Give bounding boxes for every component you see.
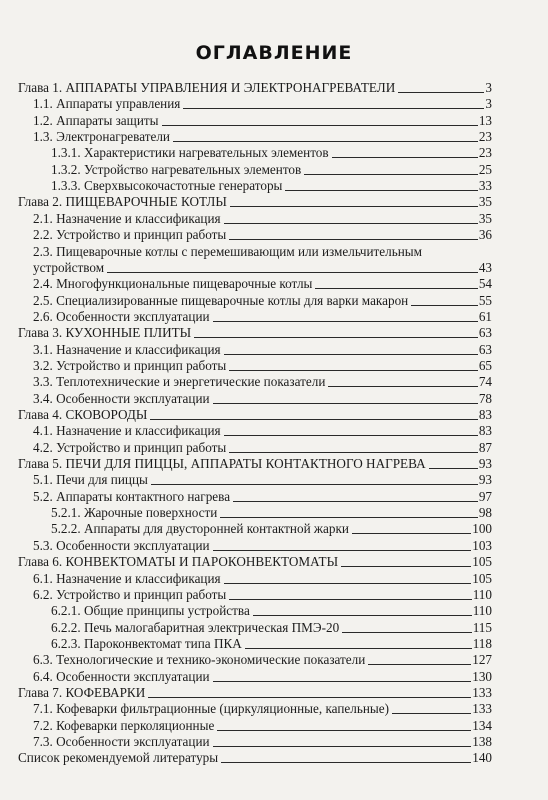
toc-page-number: 127: [472, 652, 492, 668]
toc-leader: [213, 681, 472, 682]
toc-section: [33, 587, 492, 603]
toc-section: [33, 211, 492, 227]
toc-title: 6.4. Особенности эксплуатации: [33, 668, 210, 684]
toc-page-number: 93: [478, 456, 492, 472]
toc-leader: [332, 157, 478, 158]
toc-title: 2.4. Многофункциональные пищеварочные котлы: [33, 276, 313, 292]
toc-section: [33, 571, 492, 587]
toc-subsection: [51, 620, 492, 636]
toc-leader: [224, 223, 478, 224]
toc-page-number: 63: [478, 341, 492, 357]
toc-section: [33, 129, 492, 145]
toc-page-number: 23: [478, 129, 492, 145]
toc-chapter: [18, 554, 492, 570]
toc-chapter: [18, 407, 492, 423]
toc-page-number: 87: [478, 439, 492, 455]
toc-title: 5.2. Аппараты контактного нагрева: [33, 488, 231, 504]
toc-section: [33, 652, 492, 668]
toc-title: 6.2.2. Печь малогабаритная электрическая ПМЭ-20: [51, 619, 340, 635]
toc-section: [33, 358, 492, 374]
toc-title: Глава 6. КОНВЕКТОМАТЫ И ПАРОКОНВЕКТОМАТЫ: [18, 554, 339, 570]
toc-leader: [224, 435, 478, 436]
toc-page-number: 138: [472, 734, 492, 749]
toc-page-number: 130: [472, 668, 492, 684]
toc-section: [33, 309, 492, 325]
toc-subsection: [51, 178, 492, 194]
toc-title: 1.3.2. Устройство нагревательных элементов: [51, 161, 302, 177]
toc-page-number: 61: [478, 308, 492, 324]
toc-leader: [224, 583, 472, 584]
toc-subsection: [51, 505, 492, 521]
toc-leader: [315, 288, 477, 289]
toc-leader: [224, 354, 478, 355]
toc-chapter: [18, 750, 492, 766]
toc-chapter: [18, 456, 492, 472]
toc-title: 1.3.1. Характеристики нагревательных элементов: [51, 145, 329, 161]
toc-title: 2.6. Особенности эксплуатации: [33, 308, 210, 324]
toc-section: [33, 669, 492, 685]
toc-section: [33, 718, 492, 734]
toc-title-continued: устройством: [33, 259, 105, 275]
toc-title: 7.3. Особенности эксплуатации: [33, 734, 210, 749]
toc-title: 3.3. Теплотехнические и энергетические показатели: [33, 374, 326, 390]
toc-section: [33, 423, 492, 439]
toc-title: 7.1. Кофеварки фильтрационные (циркуляционные, капельные): [33, 701, 390, 717]
toc-title: Глава 3. КУХОННЫЕ ПЛИТЫ: [18, 325, 192, 341]
toc-title: 2.2. Устройство и принцип работы: [33, 227, 227, 243]
toc-page-number: 118: [472, 635, 492, 651]
toc-section: [33, 734, 492, 750]
toc-title: 3.1. Назначение и классификация: [33, 341, 221, 357]
toc-title: 5.3. Особенности эксплуатации: [33, 537, 210, 553]
toc-section: [33, 113, 492, 129]
toc-title: 2.3. Пищеварочные котлы с перемешивающим или измельчительным: [33, 243, 423, 259]
toc-section: [33, 440, 492, 456]
toc-subsection: [51, 162, 492, 178]
toc-section: [33, 276, 492, 292]
toc-section: [33, 227, 492, 243]
toc-section: [33, 391, 492, 407]
toc-title: 7.2. Кофеварки перколяционные: [33, 717, 215, 733]
toc-section: [33, 374, 492, 390]
toc-page-number: 54: [478, 276, 492, 292]
toc-page-number: 33: [478, 178, 492, 194]
toc-leader: [213, 746, 472, 747]
toc-page-number: 3: [485, 96, 492, 112]
toc-title: Глава 1. АППАРАТЫ УПРАВЛЕНИЯ И ЭЛЕКТРОНАГРЕВАТЕЛИ: [18, 80, 396, 95]
toc-page-number: 43: [478, 259, 492, 275]
toc-page-number: 93: [478, 472, 492, 488]
toc-title: 1.1. Аппараты управления: [33, 96, 181, 112]
toc-leader: [183, 108, 484, 109]
toc-page-number: 105: [472, 570, 492, 586]
toc-title: 6.1. Назначение и классификация: [33, 570, 221, 586]
toc-page-number: 134: [472, 717, 492, 733]
toc-page-number: 110: [472, 586, 492, 602]
toc-page-number: 133: [472, 701, 492, 717]
toc-leader: [429, 468, 478, 469]
toc-chapter: [18, 325, 492, 341]
toc-title: 2.5. Специализированные пищеварочные котлы для варки макарон: [33, 292, 409, 308]
toc-page-number: 65: [478, 357, 492, 373]
toc-leader: [245, 648, 472, 649]
toc-subsection: [51, 145, 492, 161]
toc-title: 6.2.1. Общие принципы устройства: [51, 603, 250, 619]
toc-chapter: [18, 685, 492, 701]
toc-section: [33, 701, 492, 717]
toc-title: Глава 5. ПЕЧИ ДЛЯ ПИЦЦЫ, АППАРАТЫ КОНТАКТНОГО НАГРЕВА: [18, 456, 426, 472]
toc-page-number: 110: [472, 603, 492, 619]
toc-title: Глава 7. КОФЕВАРКИ: [18, 684, 146, 700]
toc-leader: [411, 305, 478, 306]
toc-title: 4.2. Устройство и принцип работы: [33, 439, 227, 455]
toc-leader: [342, 632, 472, 633]
toc-page-number: 105: [472, 554, 492, 570]
toc-leader: [304, 174, 478, 175]
toc-chapter: [18, 194, 492, 210]
toc-page-number: 83: [478, 423, 492, 439]
toc-leader: [107, 272, 478, 273]
toc-leader: [150, 419, 477, 420]
toc-section: [33, 472, 492, 488]
toc-leader: [253, 615, 472, 616]
toc-leader: [368, 664, 471, 665]
toc-page-number: 36: [478, 227, 492, 243]
toc-leader: [173, 141, 478, 142]
toc-title: 1.3. Электронагреватели: [33, 129, 170, 145]
toc-subsection: [51, 603, 492, 619]
toc-page-number: 98: [478, 505, 492, 521]
toc-title: Список рекомендуемой литературы: [18, 750, 219, 766]
toc-section: [33, 342, 492, 358]
toc-title: 6.2.3. Пароконвектомат типа ПКА: [51, 635, 242, 651]
toc-section: [33, 96, 492, 112]
toc-title: 5.1. Печи для пиццы: [33, 472, 148, 488]
toc-section: [33, 538, 492, 554]
toc-leader: [213, 403, 478, 404]
toc-leader: [229, 599, 471, 600]
toc-page-number: 74: [478, 374, 492, 390]
toc-page-number: 115: [472, 619, 492, 635]
toc-leader: [352, 533, 471, 534]
toc-section: [33, 489, 492, 505]
page-title: ОГЛАВЛЕНИЕ: [195, 42, 353, 64]
toc-page-number: 3: [485, 80, 492, 95]
toc-leader: [229, 452, 478, 453]
toc-leader: [285, 190, 477, 191]
toc-page-number: 13: [478, 112, 492, 128]
toc-leader: [213, 550, 472, 551]
toc-page-number: 35: [478, 210, 492, 226]
toc-page-number: 100: [472, 521, 492, 537]
toc-leader: [341, 566, 471, 567]
toc-title: 2.1. Назначение и классификация: [33, 210, 221, 226]
toc-title: 5.2.2. Аппараты для двусторонней контактной жарки: [51, 521, 349, 537]
toc-title: 3.2. Устройство и принцип работы: [33, 357, 227, 373]
toc-page-number: 25: [478, 161, 492, 177]
toc-leader: [230, 206, 478, 207]
toc-title: Глава 4. СКОВОРОДЫ: [18, 407, 148, 422]
toc-page-number: 78: [478, 390, 492, 406]
toc-leader: [233, 501, 478, 502]
toc-page-number: 133: [472, 684, 492, 700]
toc-leader: [148, 697, 471, 698]
toc-subsection: [51, 636, 492, 652]
toc-section: [33, 244, 492, 276]
toc-page-number: 140: [472, 750, 492, 766]
toc-title: 6.3. Технологические и технико-экономические показатели: [33, 652, 366, 668]
toc-leader: [194, 337, 478, 338]
toc-page-number: 23: [478, 145, 492, 161]
toc-page-number: 103: [472, 537, 492, 553]
toc-title: 6.2. Устройство и принцип работы: [33, 586, 227, 602]
toc-title: 5.2.1. Жарочные поверхности: [51, 505, 218, 521]
toc-page-number: 63: [478, 325, 492, 341]
toc-page-number: 97: [478, 488, 492, 504]
toc-title: 3.4. Особенности эксплуатации: [33, 390, 210, 406]
toc-subsection: [51, 521, 492, 537]
toc-title: 1.3.3. Сверхвысокочастотные генераторы: [51, 178, 283, 194]
toc-page-number: 35: [478, 194, 492, 210]
toc-leader: [229, 370, 478, 371]
toc-title: Глава 2. ПИЩЕВАРОЧНЫЕ КОТЛЫ: [18, 194, 227, 210]
toc-leader: [398, 92, 484, 93]
toc-leader: [229, 239, 478, 240]
toc-leader: [151, 484, 478, 485]
toc-leader: [217, 730, 471, 731]
toc-section: [33, 293, 492, 309]
toc-leader: [221, 762, 471, 763]
toc-title: 4.1. Назначение и классификация: [33, 423, 221, 439]
toc-leader: [220, 517, 477, 518]
toc-chapter: [18, 80, 492, 96]
toc-leader: [162, 125, 478, 126]
toc-leader: [213, 321, 478, 322]
toc-leader: [392, 713, 471, 714]
toc-title: 1.2. Аппараты защиты: [33, 112, 159, 128]
toc-page-number: 55: [478, 292, 492, 308]
toc-leader: [328, 386, 477, 387]
toc-page-number: 83: [478, 407, 492, 422]
